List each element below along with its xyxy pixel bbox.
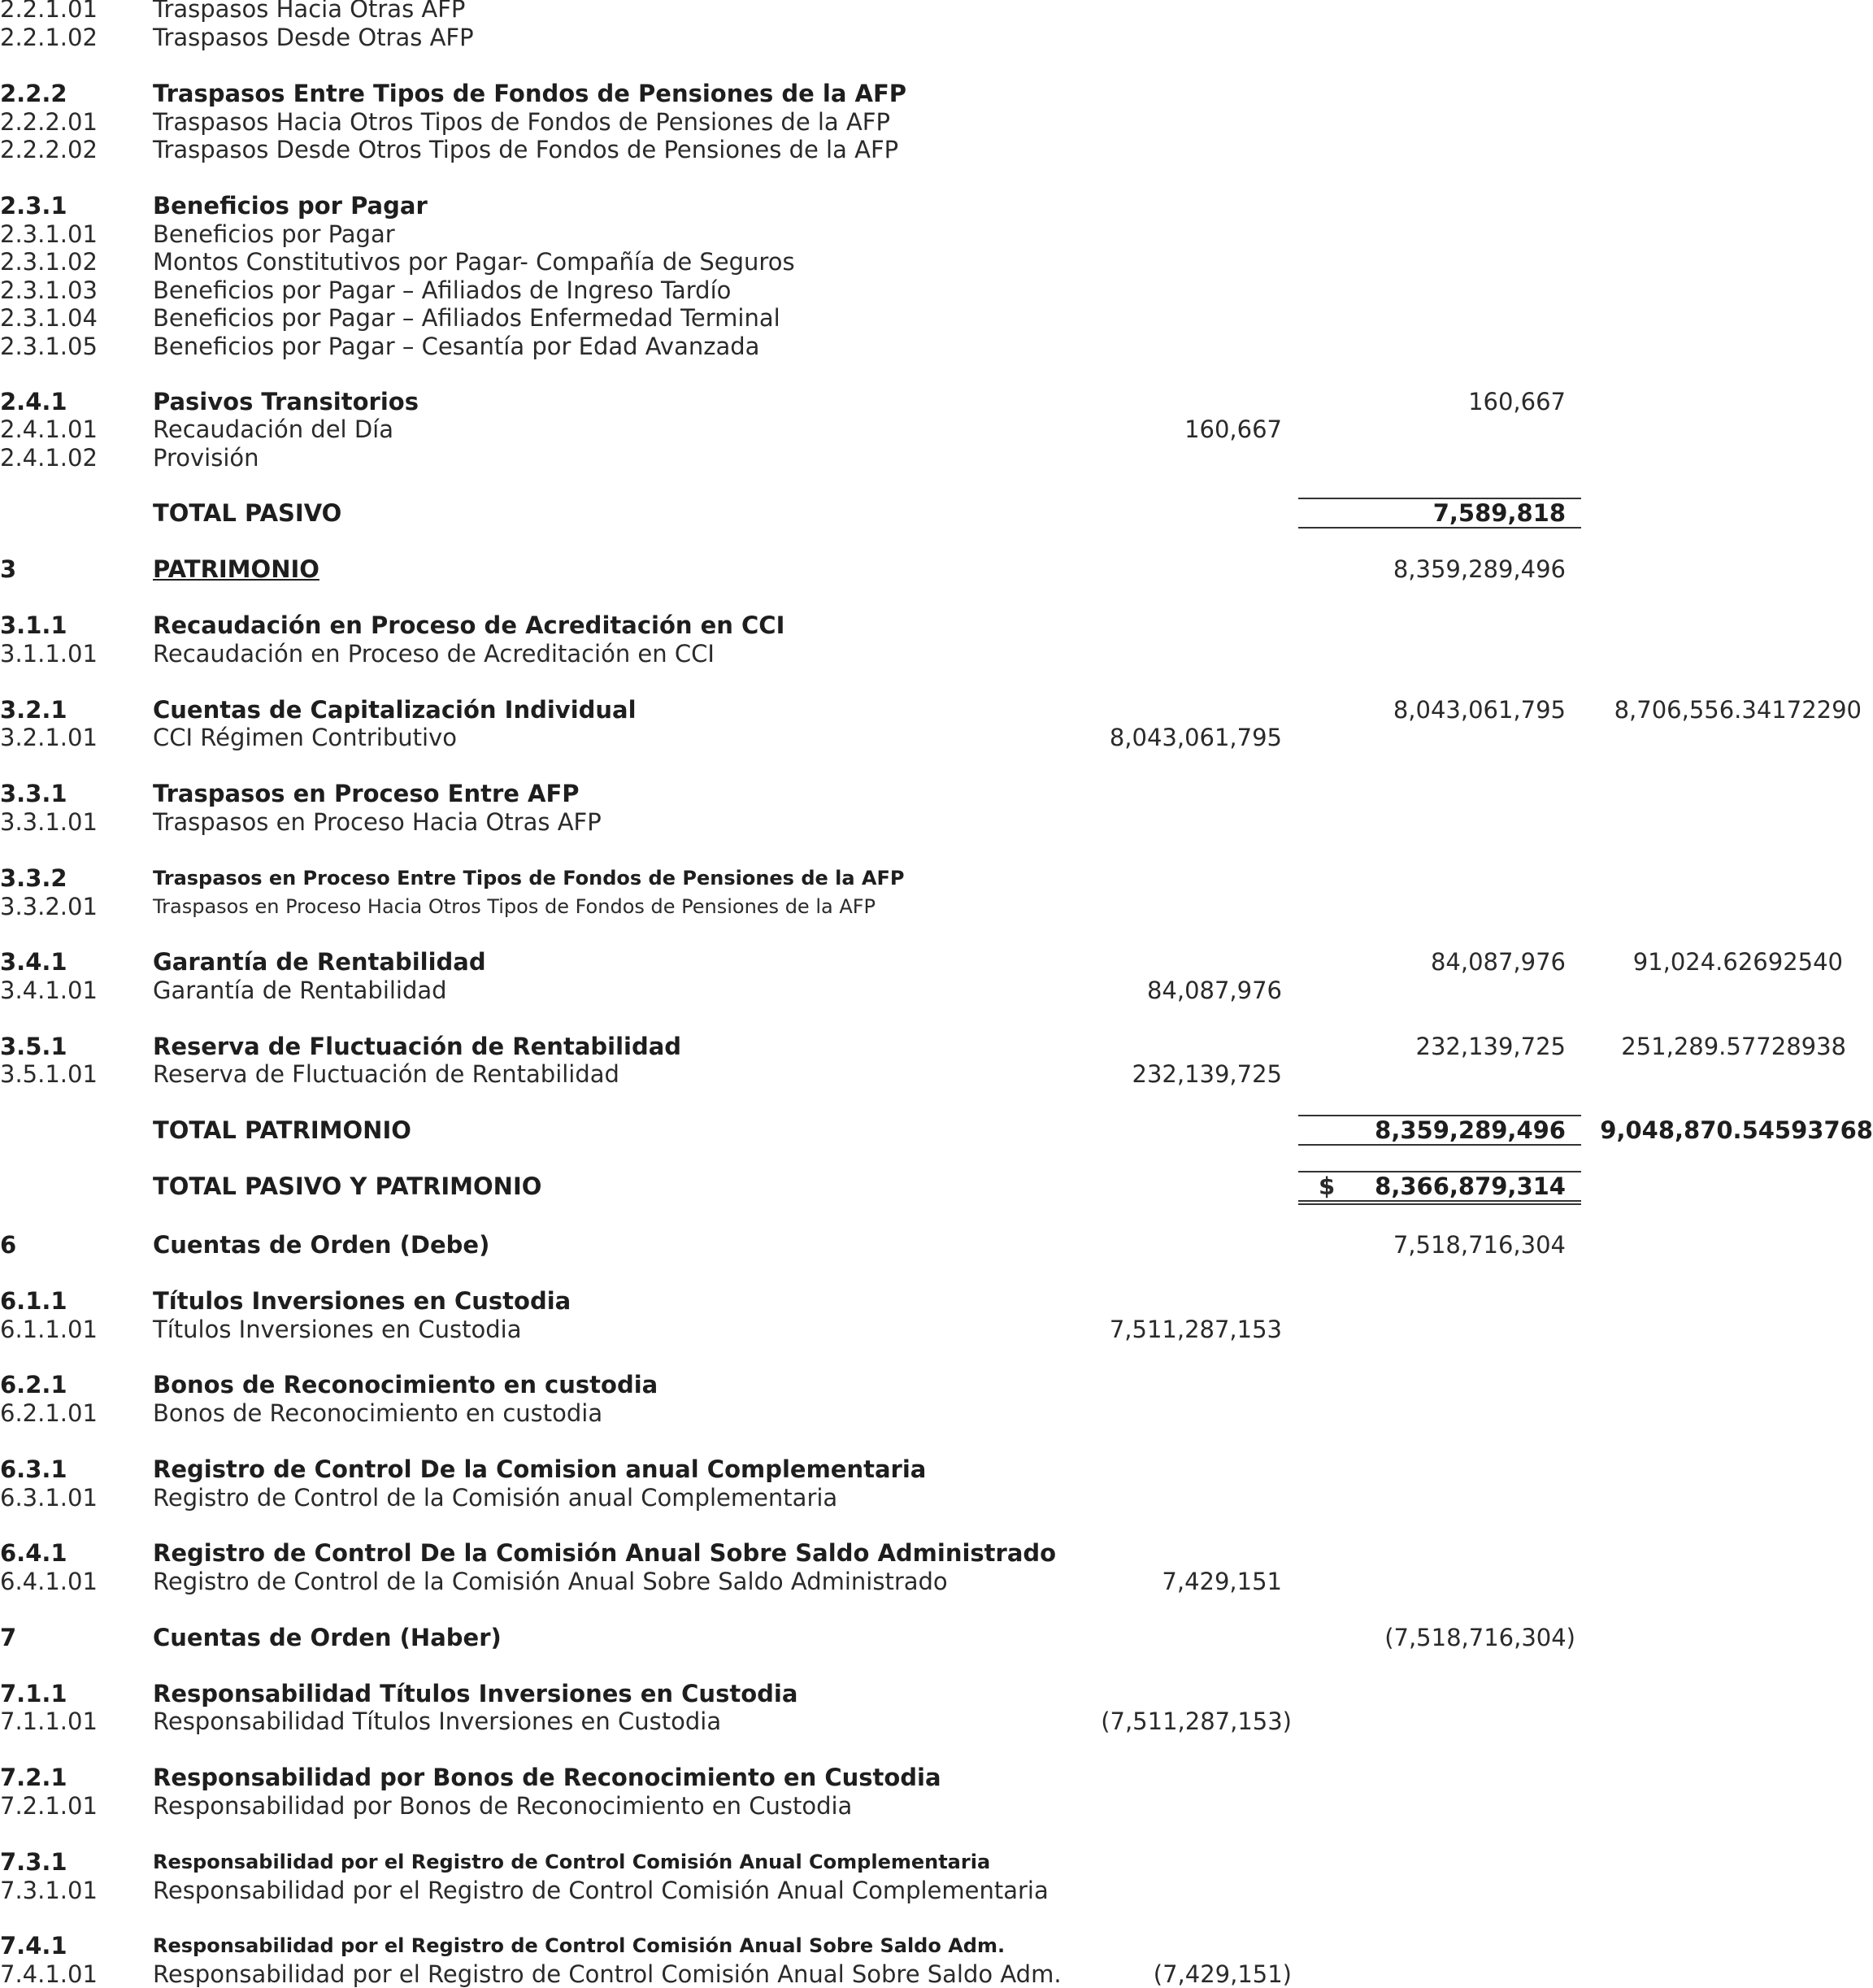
- account-row: [0, 415, 1873, 443]
- total-rule: [1298, 1203, 1581, 1205]
- account-code: 7.2.1.01: [0, 1792, 98, 1820]
- account-code: 7.4.1: [0, 1932, 67, 1960]
- account-row: [0, 1371, 1873, 1399]
- total-rule: [1298, 1144, 1581, 1146]
- account-label: Responsabilidad por el Registro de Control Comisión Anual Sobre Saldo Adm.: [153, 1960, 1062, 1988]
- account-label: Reserva de Fluctuación de Rentabilidad: [153, 1060, 619, 1088]
- account-row: [0, 893, 1873, 920]
- account-label: CCI Régimen Contributivo: [153, 724, 457, 751]
- account-code: 3.2.1.01: [0, 724, 98, 751]
- account-row: [0, 1792, 1873, 1820]
- account-row: [0, 1287, 1873, 1315]
- account-code: 2.2.1.01: [0, 0, 98, 23]
- account-code: 7: [0, 1624, 17, 1651]
- account-label: Cuentas de Capitalización Individual: [153, 696, 637, 724]
- account-row: [0, 555, 1873, 583]
- account-code: 6.2.1.01: [0, 1399, 98, 1427]
- account-total: 232,139,725: [1415, 1033, 1566, 1060]
- account-amount: 232,139,725: [1132, 1060, 1282, 1088]
- account-row: [0, 1539, 1873, 1567]
- account-row: [0, 1033, 1873, 1060]
- account-label: Traspasos Desde Otros Tipos de Fondos de Pensiones de la AFP: [153, 136, 899, 163]
- account-label: Traspasos Hacia Otras AFP: [153, 0, 466, 23]
- account-label: Traspasos en Proceso Entre AFP: [153, 780, 580, 807]
- account-label: Reserva de Fluctuación de Rentabilidad: [153, 1033, 682, 1060]
- account-amount: 7,511,287,153: [1109, 1316, 1282, 1343]
- total-label: TOTAL PASIVO Y PATRIMONIO: [153, 1172, 542, 1200]
- account-row: [0, 977, 1873, 1004]
- account-label: Traspasos Desde Otras AFP: [153, 24, 474, 51]
- total-label: TOTAL PATRIMONIO: [153, 1116, 411, 1144]
- account-code: 6: [0, 1231, 17, 1259]
- account-code: 2.2.1.02: [0, 24, 98, 51]
- total-rule: [1298, 527, 1581, 529]
- account-label: Bonos de Reconocimiento en custodia: [153, 1399, 603, 1427]
- account-label: Responsabilidad por el Registro de Control Comisión Anual Sobre Saldo Adm.: [153, 1934, 1006, 1957]
- account-code: 2.3.1.02: [0, 248, 98, 276]
- account-code: 3.1.1: [0, 611, 67, 639]
- account-code: 7.3.1.01: [0, 1877, 98, 1904]
- account-row: [0, 444, 1873, 472]
- account-label: Responsabilidad por Bonos de Reconocimiento en Custodia: [153, 1764, 941, 1791]
- account-row: [0, 1848, 1873, 1876]
- account-row: [0, 1624, 1873, 1651]
- account-label: Responsabilidad por Bonos de Reconocimiento en Custodia: [153, 1792, 853, 1820]
- account-row: [0, 1960, 1873, 1988]
- account-total: 84,087,976: [1430, 948, 1566, 976]
- account-amount: 7,429,151: [1162, 1568, 1282, 1595]
- account-label: Cuentas de Orden (Haber): [153, 1624, 502, 1651]
- account-total: 8,043,061,795: [1393, 696, 1566, 724]
- account-label: Garantía de Rentabilidad: [153, 977, 447, 1004]
- account-row: [0, 80, 1873, 107]
- account-label: Beneficios por Pagar – Afiliados Enfermedad Terminal: [153, 304, 780, 332]
- account-label: Responsabilidad por el Registro de Control Comisión Anual Complementaria: [153, 1851, 991, 1873]
- account-row: [0, 696, 1873, 724]
- account-code: 3.4.1.01: [0, 977, 98, 1004]
- account-row: [0, 24, 1873, 51]
- account-row: [0, 1680, 1873, 1707]
- account-label: Provisión: [153, 444, 259, 472]
- total-row: [0, 1172, 1873, 1200]
- account-row: [0, 808, 1873, 836]
- account-code: 3.3.2: [0, 864, 67, 892]
- account-row: [0, 333, 1873, 360]
- account-code: 6.4.1.01: [0, 1568, 98, 1595]
- account-amount: 8,043,061,795: [1109, 724, 1282, 751]
- account-row: [0, 1455, 1873, 1483]
- account-code: 3.2.1: [0, 696, 67, 724]
- total-label: TOTAL PASIVO: [153, 499, 342, 527]
- account-code: 6.1.1.01: [0, 1316, 98, 1343]
- total-rule: [1298, 1200, 1581, 1202]
- account-row: [0, 304, 1873, 332]
- account-label: Recaudación en Proceso de Acreditación en CCI: [153, 611, 785, 639]
- account-code: 2.4.1.01: [0, 415, 98, 443]
- account-row: [0, 388, 1873, 415]
- account-amount: 160,667: [1184, 415, 1282, 443]
- account-row: [0, 1231, 1873, 1259]
- account-row: [0, 1399, 1873, 1427]
- account-code: 2.3.1.01: [0, 220, 98, 248]
- account-label: Traspasos en Proceso Hacia Otras AFP: [153, 808, 602, 836]
- account-total: 160,667: [1468, 388, 1566, 415]
- account-code: 3.5.1: [0, 1033, 67, 1060]
- account-label: Títulos Inversiones en Custodia: [153, 1316, 522, 1343]
- account-code: 2.2.2.02: [0, 136, 98, 163]
- currency-symbol: $: [1319, 1172, 1336, 1200]
- account-code: 6.4.1: [0, 1539, 67, 1567]
- account-label: Pasivos Transitorios: [153, 388, 419, 415]
- account-row: [0, 948, 1873, 976]
- account-row: [0, 724, 1873, 751]
- account-row: [0, 611, 1873, 639]
- account-code: 2.4.1: [0, 388, 67, 415]
- account-row: [0, 1707, 1873, 1735]
- account-label: Registro de Control De la Comision anual Complementaria: [153, 1455, 927, 1483]
- account-label: Recaudación en Proceso de Acreditación en CCI: [153, 640, 715, 668]
- account-code: 3: [0, 555, 17, 583]
- account-row: [0, 1932, 1873, 1960]
- section-title: PATRIMONIO: [153, 555, 319, 583]
- account-code: 2.4.1.02: [0, 444, 98, 472]
- account-amount: (7,511,287,153): [1101, 1707, 1292, 1735]
- account-row: [0, 864, 1873, 892]
- account-label: Montos Constitutivos por Pagar- Compañía de Seguros: [153, 248, 795, 276]
- account-label: Responsabilidad Títulos Inversiones en Custodia: [153, 1680, 798, 1707]
- account-label: Recaudación del Día: [153, 415, 393, 443]
- account-code: 6.3.1.01: [0, 1484, 98, 1512]
- account-row: [0, 1484, 1873, 1512]
- account-code: 2.2.2: [0, 80, 67, 107]
- account-row: [0, 780, 1873, 807]
- account-code: 2.3.1.05: [0, 333, 98, 360]
- account-row: [0, 0, 1873, 23]
- total-amount: 8,359,289,496: [1375, 1116, 1566, 1144]
- account-quota: 8,706,556.34172290: [1614, 696, 1862, 724]
- account-code: 3.4.1: [0, 948, 67, 976]
- account-code: 7.4.1.01: [0, 1960, 98, 1988]
- account-label: Responsabilidad Títulos Inversiones en Custodia: [153, 1707, 722, 1735]
- account-row: [0, 248, 1873, 276]
- account-code: 3.3.1: [0, 780, 67, 807]
- account-row: [0, 108, 1873, 136]
- account-code: 3.3.1.01: [0, 808, 98, 836]
- account-code: 2.3.1: [0, 192, 67, 220]
- account-code: 2.3.1.04: [0, 304, 98, 332]
- account-label: Registro de Control de la Comisión anual Complementaria: [153, 1484, 838, 1512]
- account-code: 7.1.1: [0, 1680, 67, 1707]
- account-label: Traspasos en Proceso Hacia Otros Tipos de Fondos de Pensiones de la AFP: [153, 895, 876, 918]
- account-label: Registro de Control de la Comisión Anual Sobre Saldo Administrado: [153, 1568, 948, 1595]
- account-code: 2.2.2.01: [0, 108, 98, 136]
- account-label: Traspasos Hacia Otros Tipos de Fondos de Pensiones de la AFP: [153, 108, 890, 136]
- account-total: (7,518,716,304): [1384, 1624, 1575, 1651]
- account-row: [0, 1877, 1873, 1904]
- account-code: 3.3.2.01: [0, 893, 98, 920]
- account-code: 2.3.1.03: [0, 276, 98, 304]
- account-code: 3.1.1.01: [0, 640, 98, 668]
- account-label: Registro de Control De la Comisión Anual Sobre Saldo Administrado: [153, 1539, 1057, 1567]
- account-total: 7,518,716,304: [1393, 1231, 1566, 1259]
- account-amount: (7,429,151): [1153, 1960, 1292, 1988]
- account-row: [0, 1568, 1873, 1595]
- account-code: 6.3.1: [0, 1455, 67, 1483]
- account-code: 7.2.1: [0, 1764, 67, 1791]
- account-label: Títulos Inversiones en Custodia: [153, 1287, 571, 1315]
- account-row: [0, 1316, 1873, 1343]
- account-label: Beneficios por Pagar – Afiliados de Ingreso Tardío: [153, 276, 732, 304]
- account-code: 6.2.1: [0, 1371, 67, 1399]
- account-label: Traspasos en Proceso Entre Tipos de Fondos de Pensiones de la AFP: [153, 867, 905, 890]
- total-amount: 7,589,818: [1432, 499, 1566, 527]
- total-quota: 9,048,870.54593768: [1600, 1116, 1873, 1144]
- account-quota: 251,289.57728938: [1621, 1033, 1846, 1060]
- account-label: Beneficios por Pagar: [153, 220, 395, 248]
- account-label: Traspasos Entre Tipos de Fondos de Pensiones de la AFP: [153, 80, 907, 107]
- account-row: [0, 136, 1873, 163]
- total-row: [0, 499, 1873, 527]
- account-row: [0, 1764, 1873, 1791]
- account-code: 3.5.1.01: [0, 1060, 98, 1088]
- account-label: Bonos de Reconocimiento en custodia: [153, 1371, 658, 1399]
- account-label: Beneficios por Pagar: [153, 192, 428, 220]
- total-amount: 8,366,879,314: [1375, 1172, 1566, 1200]
- account-label: Beneficios por Pagar – Cesantía por Edad Avanzada: [153, 333, 760, 360]
- account-row: [0, 640, 1873, 668]
- account-label: Responsabilidad por el Registro de Control Comisión Anual Complementaria: [153, 1877, 1049, 1904]
- account-code: 7.1.1.01: [0, 1707, 98, 1735]
- account-quota: 91,024.62692540: [1632, 948, 1843, 976]
- account-row: [0, 1060, 1873, 1088]
- account-row: [0, 192, 1873, 220]
- account-row: [0, 220, 1873, 248]
- account-label: Garantía de Rentabilidad: [153, 948, 486, 976]
- account-total: 8,359,289,496: [1393, 555, 1566, 583]
- total-row: [0, 1116, 1873, 1144]
- account-amount: 84,087,976: [1146, 977, 1282, 1004]
- account-row: [0, 276, 1873, 304]
- account-label: Cuentas de Orden (Debe): [153, 1231, 490, 1259]
- account-code: 7.3.1: [0, 1848, 67, 1876]
- account-code: 6.1.1: [0, 1287, 67, 1315]
